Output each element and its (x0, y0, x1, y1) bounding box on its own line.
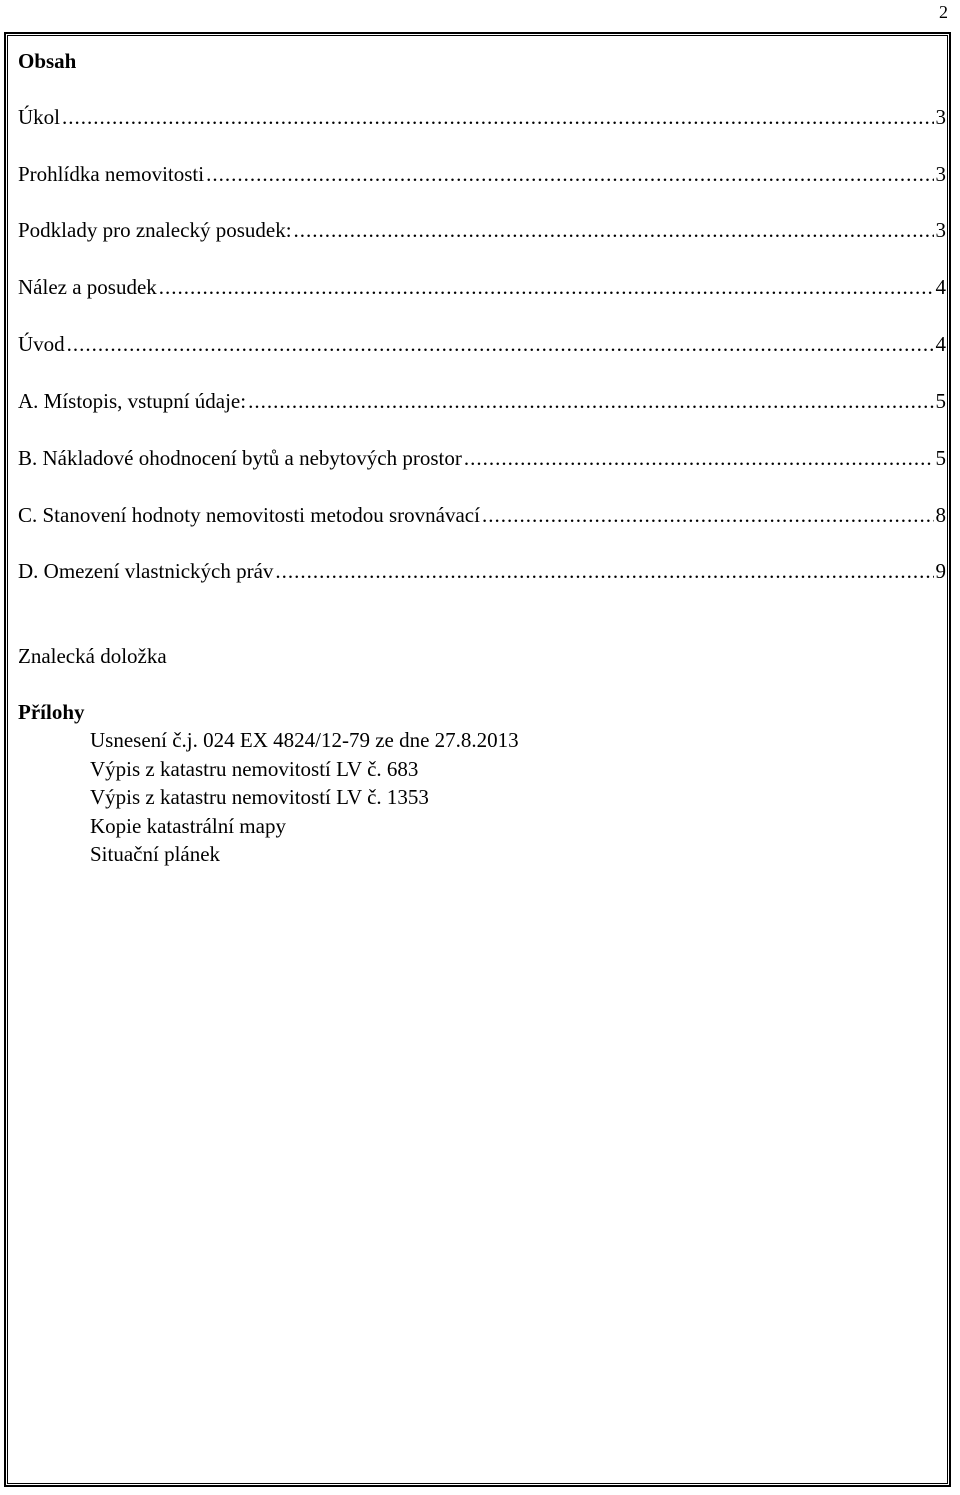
attachment-item: Výpis z katastru nemovitostí LV č. 1353 (90, 785, 429, 809)
toc-entry-page: 3 (935, 218, 946, 242)
toc-entry-label: A. Místopis, vstupní údaje: (18, 389, 247, 413)
expert-clause-heading: Znalecká doložka (18, 644, 167, 668)
page-number: 2 (939, 2, 948, 22)
toc-entry-page: 9 (935, 559, 946, 583)
attachments-title: Přílohy (18, 700, 85, 724)
toc-dot-leader (67, 331, 934, 357)
toc-dot-leader (248, 388, 933, 414)
toc-entry-page: 4 (935, 332, 946, 356)
toc-entry-label: Nález a posudek (18, 275, 157, 299)
toc-dot-leader (159, 274, 934, 300)
attachment-item: Výpis z katastru nemovitostí LV č. 683 (90, 756, 419, 781)
toc-entry-page: 5 (935, 389, 946, 413)
toc-dot-leader (275, 558, 933, 584)
toc-dot-leader (62, 104, 934, 130)
toc-entry-label: B. Nákladové ohodnocení bytů a nebytových prostor (18, 446, 462, 470)
toc-entry-label: D. Omezení vlastnických práv (18, 559, 274, 583)
toc-entry-ukol[interactable] (18, 104, 947, 130)
toc-dot-leader (482, 502, 934, 528)
toc-entry-nakladove[interactable] (18, 445, 947, 471)
attachment-item: Kopie katastrální mapy (90, 813, 286, 838)
toc-entry-stanoveni[interactable] (18, 502, 947, 528)
toc-title: Obsah (18, 49, 77, 73)
toc-entry-label: C. Stanovení hodnoty nemovitosti metodou srovnávací (18, 503, 480, 527)
toc-entry-page: 8 (935, 503, 946, 527)
toc-entry-label: Prohlídka nemovitosti (18, 162, 205, 186)
toc-entry-page: 5 (935, 446, 946, 470)
attachments-list (90, 726, 519, 869)
attachment-item: Usnesení č.j. 024 EX 4824/12-79 ze dne 27.8.2013 (90, 728, 519, 752)
toc-entry-podklady[interactable] (18, 217, 947, 243)
toc-dot-leader (206, 161, 933, 187)
attachment-item: Situační plánek (90, 842, 221, 866)
toc-entry-label: Podklady pro znalecký posudek: (18, 218, 292, 242)
toc-dot-leader (294, 217, 934, 243)
toc-entry-label: Úvod (18, 332, 65, 356)
toc-entry-page: 3 (935, 162, 946, 186)
toc-entry-uvod[interactable] (18, 331, 947, 357)
toc-entry-page: 4 (935, 275, 946, 299)
toc-entry-omezeni[interactable] (18, 558, 947, 584)
toc-dot-leader (464, 445, 934, 471)
toc-entry-page: 3 (935, 105, 946, 129)
toc-entry-mistopis[interactable] (18, 388, 947, 414)
toc-entry-prohlidka[interactable] (18, 161, 947, 187)
toc-entry-nalez[interactable] (18, 274, 947, 300)
toc-entry-label: Úkol (18, 105, 60, 129)
